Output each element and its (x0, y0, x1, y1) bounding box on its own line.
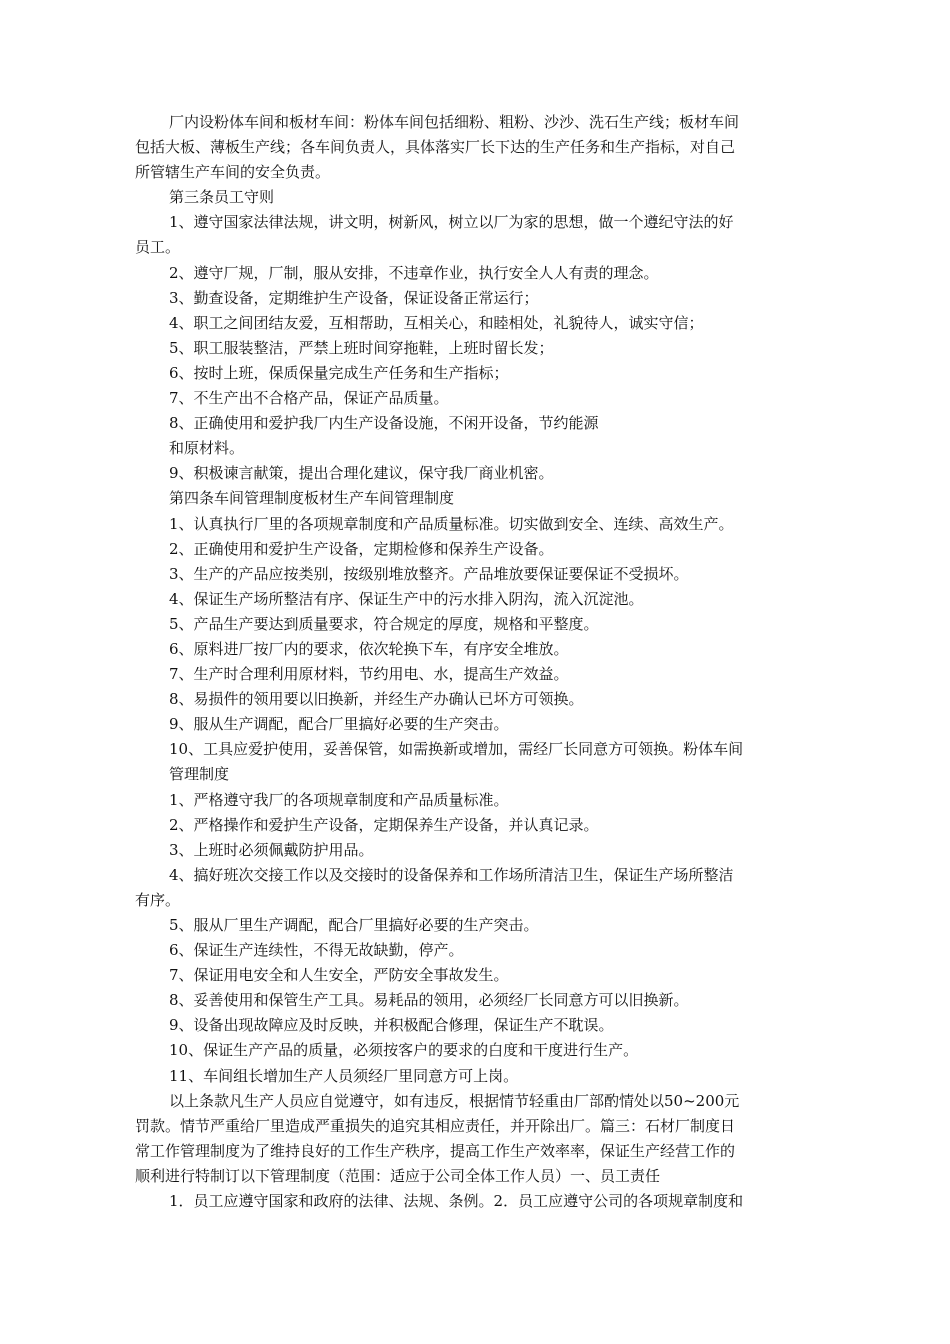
text-line: 4、职工之间团结友爱，互相帮助，互相关心，和睦相处，礼貌待人，诚实守信； (169, 313, 704, 332)
text-line: 和原材料。 (169, 439, 245, 458)
text-line: 第四条车间管理制度板材生产车间管理制度 (169, 489, 455, 508)
text-line: 罚款。情节严重给厂里造成严重损失的追究其相应责任，并开除出厂。篇三：石材厂制度日 (135, 1116, 736, 1135)
text-line: 1、认真执行厂里的各项规章制度和产品质量标准。切实做到安全、连续、高效生产。 (169, 514, 734, 533)
text-line: 第三条员工守则 (169, 188, 275, 207)
text-line: 7、不生产出不合格产品，保证产品质量。 (169, 389, 449, 408)
text-line: 11、车间组长增加生产人员须经厂里同意方可上岗。 (169, 1066, 519, 1085)
text-line: 6、原料进厂按厂内的要求，依次轮换下车，有序安全堆放。 (169, 639, 569, 658)
text-line: 顺利进行特制订以下管理制度（范围：适应于公司全体工作人员）一、员工责任 (135, 1166, 661, 1185)
text-line: 有序。 (135, 890, 181, 909)
text-line: 5、产品生产要达到质量要求，符合规定的厚度，规格和平整度。 (169, 614, 599, 633)
text-line: 2、遵守厂规，厂制，服从安排，不违章作业，执行安全人人有责的理念。 (169, 263, 659, 282)
text-line: 常工作管理制度为了维持良好的工作生产秩序，提高工作生产效率率，保证生产经营工作的 (135, 1141, 736, 1160)
text-line: 管理制度 (169, 765, 230, 784)
text-line: 9、设备出现故障应及时反映，并积极配合修理，保证生产不耽误。 (169, 1016, 614, 1035)
text-line: 2、正确使用和爱护生产设备，定期检修和保养生产设备。 (169, 539, 554, 558)
text-line: 4、保证生产场所整洁有序、保证生产中的污水排入阴沟，流入沉淀池。 (169, 589, 644, 608)
text-line: 以上条款凡生产人员应自觉遵守，如有违反，根据情节轻重由厂部酌情处以50~200元 (169, 1091, 740, 1110)
text-line: 3、生产的产品应按类别，按级别堆放整齐。产品堆放要保证要保证不受损坏。 (169, 564, 689, 583)
document-body (135, 110, 825, 1214)
text-line: 8、妥善使用和保管生产工具。易耗品的领用，必须经厂长同意方可以旧换新。 (169, 991, 689, 1010)
text-line: 员工。 (135, 238, 181, 257)
text-line: 10、保证生产产品的质量，必须按客户的要求的白度和干度进行生产。 (169, 1041, 639, 1060)
text-line: 8、易损件的领用要以旧换新，并经生产办确认已坏方可领换。 (169, 690, 584, 709)
text-line: 所管辖生产车间的安全负责。 (135, 163, 331, 182)
text-line: 1．员工应遵守国家和政府的法律、法规、条例。2．员工应遵守公司的各项规章制度和 (169, 1192, 744, 1211)
text-line: 7、生产时合理利用原材料，节约用电、水，提高生产效益。 (169, 665, 569, 684)
text-line: 3、勤查设备，定期维护生产设备，保证设备正常运行； (169, 288, 539, 307)
text-line: 4、搞好班次交接工作以及交接时的设备保养和工作场所清洁卫生，保证生产场所整洁 (169, 865, 734, 884)
text-line: 9、积极谏言献策，提出合理化建议，保守我厂商业机密。 (169, 464, 554, 483)
text-line: 7、保证用电安全和人生安全，严防安全事故发生。 (169, 966, 509, 985)
text-line: 2、严格操作和爱护生产设备，定期保养生产设备，并认真记录。 (169, 815, 599, 834)
text-line: 5、职工服装整洁，严禁上班时间穿拖鞋，上班时留长发； (169, 338, 554, 357)
text-line: 6、保证生产连续性，不得无故缺勤，停产。 (169, 941, 464, 960)
text-line: 6、按时上班，保质保量完成生产任务和生产指标； (169, 363, 509, 382)
text-line: 3、上班时必须佩戴防护用品。 (169, 840, 374, 859)
text-line: 1、遵守国家法律法规，讲文明，树新风，树立以厂为家的思想，做一个遵纪守法的好 (169, 213, 734, 232)
text-line: 1、严格遵守我厂的各项规章制度和产品质量标准。 (169, 790, 509, 809)
text-line: 5、服从厂里生产调配，配合厂里搞好必要的生产突击。 (169, 916, 539, 934)
text-line: 8、正确使用和爱护我厂内生产设备设施，不闲开设备，节约能源 (169, 414, 599, 433)
text-line: 包括大板、薄板生产线；各车间负责人，具体落实厂长下达的生产任务和生产指标，对自己 (135, 138, 736, 157)
text-line: 厂内设粉体车间和板材车间：粉体车间包括细粉、粗粉、沙沙、洗石生产线；板材车间 (169, 113, 740, 131)
text-line: 10、工具应爱护使用，妥善保管，如需换新或增加，需经厂长同意方可领换。粉体车间 (169, 740, 744, 759)
text-line: 9、服从生产调配，配合厂里搞好必要的生产突击。 (169, 715, 509, 734)
